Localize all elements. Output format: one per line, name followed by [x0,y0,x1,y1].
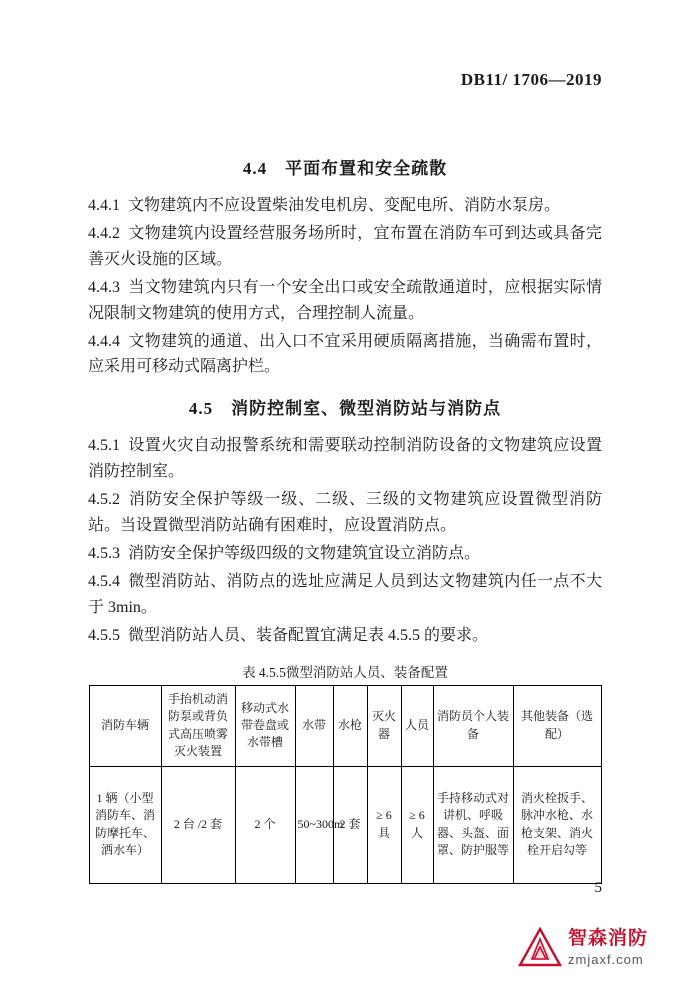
section-title-4-4: 4.4 平面布置和安全疏散 [242,159,448,178]
watermark [518,921,678,977]
clause-text: 微型消防站人员、装备配置宜满足表 4.5.5 的要求。 [128,626,489,644]
clause-4-4-2 [88,221,602,273]
clause-4-5-2 [88,487,602,539]
clause-text: 文物建筑内不应设置柴油发电机房、变配电所、消防水泵房。 [128,197,561,214]
clause-text: 消防安全保护等级一级、二级、三级的文物建筑应设置微型消防站。当设置微型消防站确有困难时，应设置消防点。 [88,491,602,535]
table-cell: ≥ 6 人 [401,766,433,883]
clause-number: 4.4.3 [88,278,120,296]
clause-4-5-4 [88,569,602,621]
watermark-text [568,923,648,967]
table-header-cell: 人员 [401,685,433,766]
clause-4-4-3 [88,275,602,327]
clause-text: 文物建筑内设置经营服务场所时，宜布置在消防车可到达或具备完善灭火设施的区域。 [88,224,602,268]
table-cell: 消火栓扳手、脉冲水枪、水枪支架、消火栓开启勾等 [513,766,601,883]
clause-4-5-5 [88,623,602,649]
clause-number: 4.4.2 [88,224,120,242]
table-cell: 2 台 /2 套 [161,766,235,883]
table-row [89,766,601,883]
page-number: 5 [594,880,602,896]
clause-number: 4.5.5 [88,626,120,644]
table-header-cell: 其他装备（选配） [513,685,601,766]
table-cell: 50~300m [295,766,333,883]
clause-4-4-1 [88,193,602,219]
document-content [88,140,602,884]
table-header-cell: 水带 [295,685,333,766]
clause-text: 设置火灾自动报警系统和需要联动控制消防设备的文物建筑应设置消防控制室。 [88,437,602,481]
table-header-cell: 手抬机动消防泵或背负式高压喷雾灭火装置 [161,685,235,766]
equipment-table [89,685,602,884]
clause-4-5-3 [88,541,602,567]
section-title-4-5: 4.5 消防控制室、微型消防站与消防点 [188,399,502,419]
table-cell: 2 个 [235,766,295,883]
clause-number: 4.4.4 [88,332,120,350]
clause-text: 文物建筑的通道、出入口不宜采用硬质隔离措施，当确需布置时，应采用可移动式隔离护栏。 [88,332,602,376]
clause-4-5-1 [88,433,602,485]
table-header-cell: 移动式水带卷盘或水带槽 [235,685,295,766]
table-header-cell: 消防员个人装备 [433,685,513,766]
clause-number: 4.5.3 [88,544,120,562]
clause-text: 微型消防站、消防点的选址应满足人员到达文物建筑内任一点不大于 3min。 [88,572,602,616]
clause-4-4-4 [88,329,602,381]
watermark-subtitle: zmjaxf.com [568,952,644,967]
table-cell: ≥ 6 具 [367,766,401,883]
table-caption-number: 表 4.5.5 [242,664,286,680]
clause-text: 当文物建筑内只有一个安全出口或安全疏散通道时，应根据实际情况限制文物建筑的使用方式，合理控制人流量。 [88,278,602,322]
clause-number: 4.5.2 [88,491,120,509]
watermark-title: 智森消防 [568,928,649,949]
table-cell: 手持移动式对讲机、呼吸器、头盔、面罩、防护服等 [433,766,513,883]
flame-logo-icon [518,927,562,971]
clause-number: 4.5.1 [88,437,120,455]
table-caption-text: 微型消防站人员、装备配置 [285,664,448,680]
clause-text: 消防安全保护等级四级的文物建筑宜设立消防点。 [128,544,481,562]
table-cell: 1 辆（小型消防车、消防摩托车、洒水车） [89,766,161,883]
table-caption [88,661,602,681]
table-header-cell: 消防车辆 [89,685,161,766]
clause-number: 4.4.1 [88,197,120,214]
table-header-cell: 灭火器 [367,685,401,766]
table-cell: 2 套 [333,766,367,883]
clause-number: 4.5.4 [88,572,120,590]
page-header-standard-code: DB11/ 1706—2019 [460,70,602,89]
table-header-cell: 水枪 [333,685,367,766]
table-header-row [89,685,601,766]
